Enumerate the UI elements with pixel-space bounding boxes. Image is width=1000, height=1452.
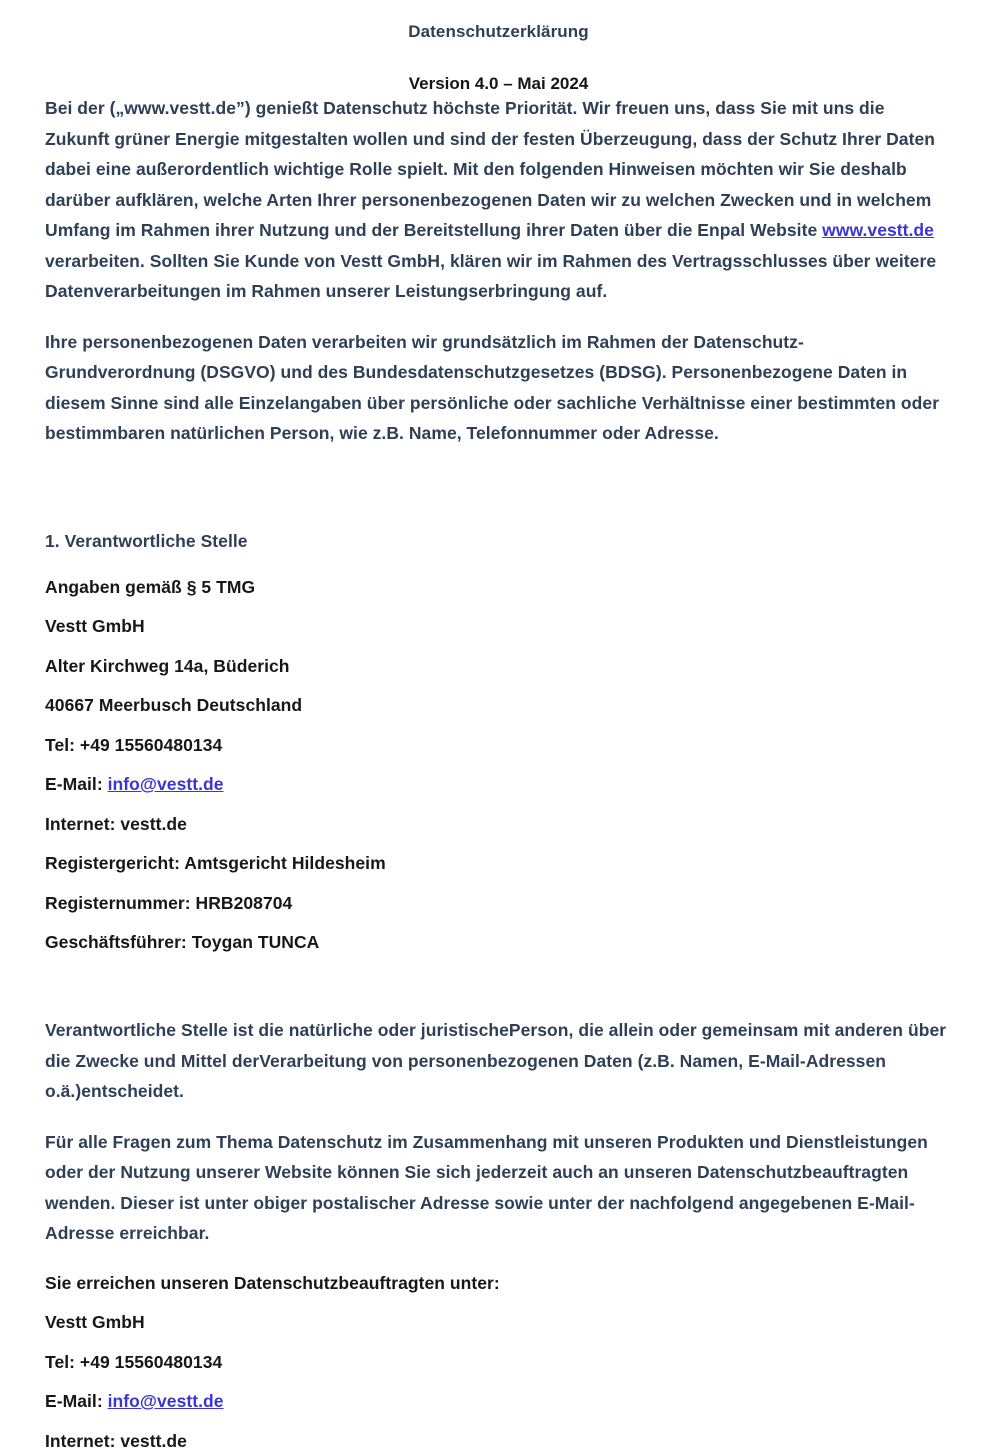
section-spacer bbox=[45, 953, 952, 1015]
dpo-internet: Internet: vestt.de bbox=[45, 1430, 187, 1451]
document-content bbox=[45, 0, 952, 1452]
responsible-party-contact-block bbox=[45, 555, 952, 954]
dpo-telephone: Tel: +49 15560480134 bbox=[45, 1351, 223, 1372]
contact-line-company-name: Vestt GmbH bbox=[45, 616, 145, 636]
website-link[interactable]: www.vestt.de bbox=[822, 220, 934, 240]
dpo-email-label: E-Mail: bbox=[45, 1391, 108, 1411]
dpo-email-link[interactable]: info@vestt.de bbox=[107, 1391, 224, 1411]
intro-paragraph-1-text-after-link: verarbeiten. Sollten Sie Kunde von Vestt GmbH, klären wir im Rahmen des Vertragsschlusses über weitere Datenverarbeitungen im Rahmen unserer Leistungserbringung auf. bbox=[45, 250, 937, 301]
dpo-intro-line: Sie erreichen unseren Datenschutzbeauftragten unter: bbox=[45, 1272, 500, 1293]
contact-line-geschaeftsfuehrer: Geschäftsführer: Toygan TUNCA bbox=[45, 932, 320, 952]
contact-line-angaben-tmg: Angaben gemäß § 5 TMG bbox=[45, 576, 256, 597]
paragraph-verantwortliche-stelle-definition: Verantwortliche Stelle ist die natürliche oder juristischePerson, die allein oder gemeinsam mit anderen über die Zwecke und Mittel derVerarbeitung von personenbezogenen Daten (z.B. Namen, E-Mail-Adressen o.ä.)entscheidet. bbox=[45, 1020, 947, 1101]
contact-line-street-address: Alter Kirchweg 14a, Büderich bbox=[45, 655, 290, 676]
section-heading-verantwortliche-stelle: 1. Verantwortliche Stelle bbox=[45, 530, 248, 551]
intro-paragraph-1-text-before-link: Bei der („www.vestt.de”) genießt Datenschutz höchste Priorität. Wir freuen uns, dass Sie mit uns die Zukunft grüner Energie mitgestalten wollen und sind der festen Überzeugung, dass der Schutz Ihrer Daten dabei eine außerordentlich wichtige Rolle spielt. Mit den folgenden Hinweisen möchten wir Sie deshalb darüber aufklären, welche Arten Ihrer personenbezogenen Daten wir zu welchen Zwecken und in welchem Umfang im Rahmen ihrer Nutzung und der Bereitstellung ihrer Daten über die Enpal Website bbox=[45, 98, 935, 240]
contact-line-internet: Internet: vestt.de bbox=[45, 813, 187, 834]
contact-line-registergericht: Registergericht: Amtsgericht Hildesheim bbox=[45, 853, 386, 873]
contact-line-registernummer: Registernummer: HRB208704 bbox=[45, 892, 293, 913]
document-version-line: Version 4.0 – Mai 2024 bbox=[408, 74, 589, 93]
contact-line-telephone: Tel: +49 15560480134 bbox=[45, 734, 223, 755]
dpo-contact-block bbox=[45, 1249, 952, 1452]
contact-line-email bbox=[45, 774, 952, 795]
email-label: E-Mail: bbox=[45, 774, 108, 794]
contact-line-city-country: 40667 Meerbusch Deutschland bbox=[45, 695, 303, 715]
intro-paragraph-2: Ihre personenbezogenen Daten verarbeiten wir grundsätzlich im Rahmen der Datenschutz-Grundverordnung (DSGVO) und des Bundesdatenschutzgesetzes (BDSG). Personenbezogene Daten in diesem Sinne sind alle Einzelangaben über persönliche oder sachliche Verhältnisse einer bestimmten oder bestimmbaren natürlichen Person, wie z.B. Name, Telefonnummer oder Adresse. bbox=[45, 331, 940, 443]
dpo-company-name: Vestt GmbH bbox=[45, 1312, 145, 1332]
intro-paragraph-1 bbox=[45, 93, 952, 307]
paragraph-datenschutzbeauftragter-info: Für alle Fragen zum Thema Datenschutz im Zusammenhang mit unseren Produkten und Dienstleistungen oder der Nutzung unserer Website können Sie sich jederzeit auch an unseren Datenschutzbeauftragten wenden. Dieser ist unter obiger postalischer Adresse sowie unter der nachfolgend angegebenen E-Mail-Adresse erreichbar. bbox=[45, 1131, 928, 1243]
email-link[interactable]: info@vestt.de bbox=[107, 774, 224, 794]
dpo-email-line bbox=[45, 1391, 952, 1412]
page-title: Datenschutzerklärung bbox=[408, 22, 589, 41]
